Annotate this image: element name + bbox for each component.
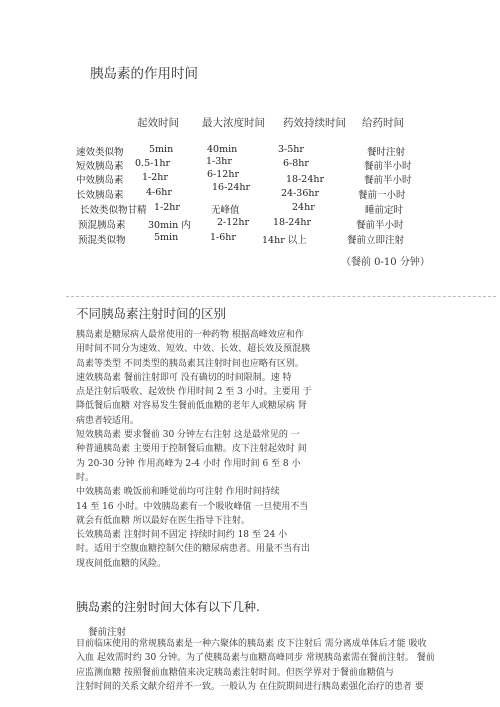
row-name: 预混胰岛素 <box>78 220 126 231</box>
row-admin: 餐前半小时 <box>356 220 404 231</box>
row-admin: 餐前半小时 <box>364 175 412 186</box>
body-line: 为 20-30 分钟 作用高峰为 2-4 小时 作用时间 6 至 8 小 <box>76 458 301 469</box>
body-line: 胰岛素是糖尿病人最常使用的一种药物 根据高峰效应和作 <box>76 330 304 340</box>
row-duration: 6-8hr <box>283 158 309 169</box>
row-duration: 18-24hr <box>286 174 325 185</box>
row-onset: 0.5-1hr <box>135 158 171 169</box>
section2-body <box>76 328 316 571</box>
section3-title: 胰岛素的注射时间大体有以下几种. <box>76 600 260 614</box>
body-line: 病患者较适用。 <box>76 415 140 426</box>
row-peak: 1-3hr <box>206 156 232 167</box>
header-onset: 起效时间 <box>137 117 179 129</box>
row-name: 长效类似物甘精 <box>80 205 147 216</box>
row-name: 速效类似物 <box>76 147 124 158</box>
body-line: 点是注射后吸收、起效快 作用时间 2 至 3 小时。主要用 于 <box>76 387 312 398</box>
body-line: 岛素等类型 不同类型的胰岛素其注射时间也应略有区别。 <box>76 358 304 369</box>
row-onset: 1-2hr <box>154 202 180 213</box>
section2-title: 不同胰岛素注射时间的区别 <box>76 306 227 321</box>
header-admin: 给药时间 <box>362 117 404 129</box>
body-line: 时。 <box>76 472 95 483</box>
row-name: 短效胰岛素 <box>76 161 124 172</box>
section-divider <box>66 296 496 297</box>
body-line: 14 至 16 小时。中效胰岛素有一个吸收峰值 一旦使用不当 <box>76 501 309 512</box>
row-onset: 1-2hr <box>142 172 168 183</box>
row-peak: 无峰值 <box>211 205 240 216</box>
row-admin: 餐前立即注射 <box>347 235 405 246</box>
body-line: 种普通胰岛素 主要用于控制餐后血糖。皮下注射起效时 间 <box>76 444 307 455</box>
row-admin: 餐前半小时 <box>364 161 412 172</box>
body-line: 目前临床使用的常规胰岛素是一种六聚体的胰岛素 皮下注射后 需分离成单体后才能 吸收 <box>76 639 427 649</box>
body-line: 就会有低血糖 所以最好在医生指导下注射。 <box>76 515 250 526</box>
row-onset: 4-6hr <box>146 187 172 198</box>
header-peak: 最大浓度时间 <box>202 117 265 129</box>
body-line: 入血 起效需时约 30 分钟。为了使胰岛素与血糖高峰同步 常规胰岛素需在餐前注射。 餐前 <box>76 653 435 664</box>
row-duration: 18-24hr <box>273 217 312 228</box>
row-peak: 1-6hr <box>210 232 236 243</box>
row-peak: 6-12hr <box>207 169 240 180</box>
row-peak: 16-24hr <box>212 182 251 193</box>
row-duration: 14hr 以上 <box>262 235 307 246</box>
row-onset: 5min <box>154 232 179 243</box>
section3-subtitle: 餐前注射 <box>88 627 127 638</box>
row-admin: 睡前定时 <box>365 205 404 216</box>
body-line: 应监测血糖 按照餐前血糖值来决定胰岛素注射时间。但医学界对于餐前血糖值与 <box>76 667 394 678</box>
header-duration: 药效持续时间 <box>283 117 346 129</box>
section1-title: 胰岛素的作用时间 <box>90 66 198 82</box>
body-line: 中效胰岛素 晚饭前和睡觉前均可注射 作用时间持续 <box>76 487 280 498</box>
row-onset: 5min <box>149 144 174 155</box>
row-name: 长效胰岛素 <box>76 190 124 201</box>
body-line: 现夜间低血糖的风险。 <box>76 558 167 569</box>
body-line: 降低餐后血糖 对容易发生餐前低血糖的老年人或糖尿病 肾 <box>76 401 307 412</box>
body-line: 注射时间的关系文献介绍并不一致。一般认为 在住院期间进行胰岛素强化治疗的患者 要 <box>76 681 424 692</box>
row-peak: 40min <box>207 144 238 155</box>
section3-body <box>76 637 436 694</box>
row-peak: 2-12hr <box>217 217 250 228</box>
row-name: 中效胰岛素 <box>76 175 124 186</box>
row-duration: 3-5hr <box>278 144 304 155</box>
row-name: 预混类似物 <box>78 235 126 246</box>
row-admin: 餐时注射 <box>367 147 406 158</box>
body-line: 长效胰岛素 注射时间不固定 持续时间约 18 至 24 小 <box>76 530 288 541</box>
table-note: （餐前 0-10 分钟） <box>341 257 430 268</box>
body-line: 速效胰岛素 餐前注射即可 没有确切的时间限制。速 特 <box>76 372 292 383</box>
row-onset: 30min 内 <box>148 220 191 231</box>
row-admin: 餐前一小时 <box>358 190 406 201</box>
row-duration: 24-36hr <box>281 188 320 199</box>
body-line: 短效胰岛素 要求餐前 30 分钟左右注射 这是最常见的 一 <box>76 430 300 441</box>
row-duration: 24hr <box>292 202 315 213</box>
body-line: 用时间不同分为速效、短效、中效、长效、超长效及预混胰 <box>76 344 311 355</box>
body-line: 时。适用于空腹血糖控制欠佳的糖尿病患者。用量不当有出 <box>76 544 311 555</box>
